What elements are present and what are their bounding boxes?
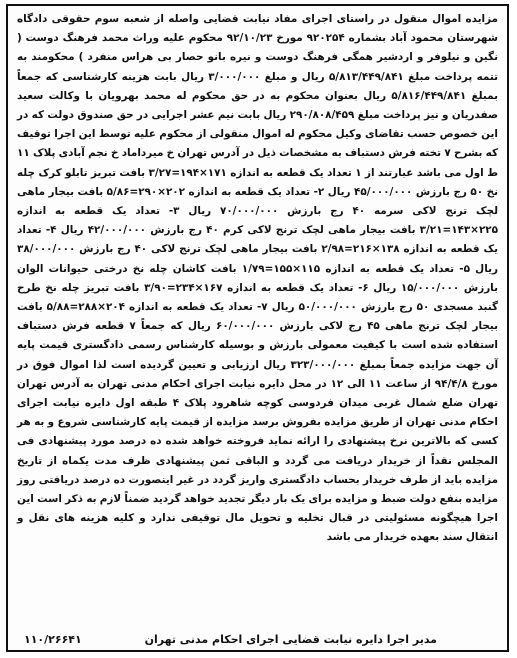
- notice-footer: [18, 633, 497, 646]
- notice-body-text: مزایده اموال منقول در راستای اجرای مفاد نیابت قضایی واصله از شعبه سوم حقوقی دادگاه شهرستان محمود آباد بشماره ۹۲۰۲۵۴ مورخ ۹۲/۱۰/۲۳ محکوم علیه وراث محمد فرهنگ دوست ( نگین و نیلوفر و اردشیر همگی فرهنگ دوست و نیره بانو حصار بی هراس منفرد ) محکومند به تتمه پرداخت مبلغ ۵/۸۱۳/۴۴۹/۸۴۱ ریال و مبلغ ۳/۰۰۰/۰۰۰ ریال بابت هزینه کارشناسی که جمعاً بمبلغ ۵/۸۱۶/۴۴۹/۸۴۱ ریال بعنوان محکوم به در حق محکوم له محمد بهرویان با وکالت سعید صفدریان و نیز پرداخت مبلغ ۲۹۰/۸۰۸/۴۵۹ ریال بابت نیم عشر اجرایی در حق صندوق دولت که در این خصوص حسب تقاضای وکیل محکوم له اموال منقولی از محکوم علیه توسط این اجرا توقیف که بشرح ۷ تخته فرش دستباف به مشخصات ذیل در آدرس تهران خ میرداماد خ نجم آبادی پلاک ۱۱ ط اول می باشد عبارتند از ۱ تعداد یک قطعه به اندازه ۱۷۱×۱۹۴=۳/۲۷ بافت تبریز تابلو کرک چله نخ ۵۰ رج بارزش ۴۵/۰۰۰/۰۰۰ ریال ۲- تعداد یک قطعه به اندازه ۲۰۲×۲۹۰=۵/۸۶ بافت بیجار ماهی لچک ترنج لاکی سرمه ۴۰ رج بارزش ۷۰/۰۰۰/۰۰۰ ریال ۳- تعداد یک قطعه به اندازه ۲۲۵×۱۴۳=۳/۲۱ بافت بیجار ماهی لچک ترنج لاکی کرم ۴۰ رج بارزش ۴۲/۰۰۰/۰۰۰ ریال ۴- تعداد یک قطعه به اندازه ۱۳۸×۲۱۶=۲/۹۸ بافت بیجار ماهی لچک ترنج لاکی ۴۰ رج بارزش ۳۸/۰۰۰/۰۰۰ ریال ۵- تعداد یک قطعه به اندازه ۱۱۵×۱۵۵=۱/۷۹ بافت کاشان چله نخ درختی حیوانات الوان بارزش ۱۵/۰۰۰/۰۰۰ ریال ۶- تعداد یک قطعه به اندازه ۱۶۷×۲۳۴=۳/۹۰ بافت تبریز چله نخ طرح گنبد مسجدی ۵۰ رج بارزش ۵۰/۰۰۰/۰۰۰ ریال ۷- تعداد یک قطعه به اندازه ۲۰۴×۲۸۸=۵/۸۸ بافت بیجار لچک ترنج ماهی ۴۵ رج لاکی بارزش ۶۰/۰۰۰/۰۰۰ ریال که جمعاً ۷ قطعه فرش دستباف استفاده شده است با کیفیت معمولی بارزش و بوسیله کارشناس رسمی دادگستری قیمت پایه آن جهت مزایده جمعاً بمبلغ ۳۲۳/۰۰۰/۰۰۰ ریال ارزیابی و تعیین گردیده است لذا اموال فوق در مورخ ۹۴/۴/۸ از ساعت ۱۱ الی ۱۲ در محل دایره نیابت اجرای احکام مدنی تهران به آدرس تهران تهران ضلع شمال غربی میدان فردوسی کوچه شاهرود پلاک ۴ طبقه اول دایره نیابت اجرای احکام مدنی تهران از طریق مزایده بفروش برسد مزایده از قیمت پایه کارشناسی شروع و به هر کسی که بالاترین نرخ پیشنهادی را ارائه نماید فروخته خواهد شده ده درصد مورد پیشنهادی فی المجلس نقداً از خریدار دریافت می گردد و الباقی ثمن پیشنهادی ظرف مدت یکماه از تاریخ مزایده باید از طرف خریدار بحساب دادگستری واریز گردد در غیر اینصورت ده درصد دریافتی روز مزایده بنفع دولت ضبط و مزایده برای یک بار دیگر تجدید خواهد گردید ضمناً لازم به ذکر است این اجرا هیچگونه مسئولیتی در قبال تخلیه و تحویل مال توقیفی ندارد و کلیه هزینه های نقل و انتقال سند بعهده خریدار می باشد: [17, 13, 499, 544]
- notice-signature: مدیر اجرا دایره نیابت قضایی اجرای احکام مدنی تهران: [144, 633, 437, 646]
- auction-notice: [6, 4, 509, 652]
- notice-code: ۱۱۰/۲۶۶۴۱: [24, 633, 82, 646]
